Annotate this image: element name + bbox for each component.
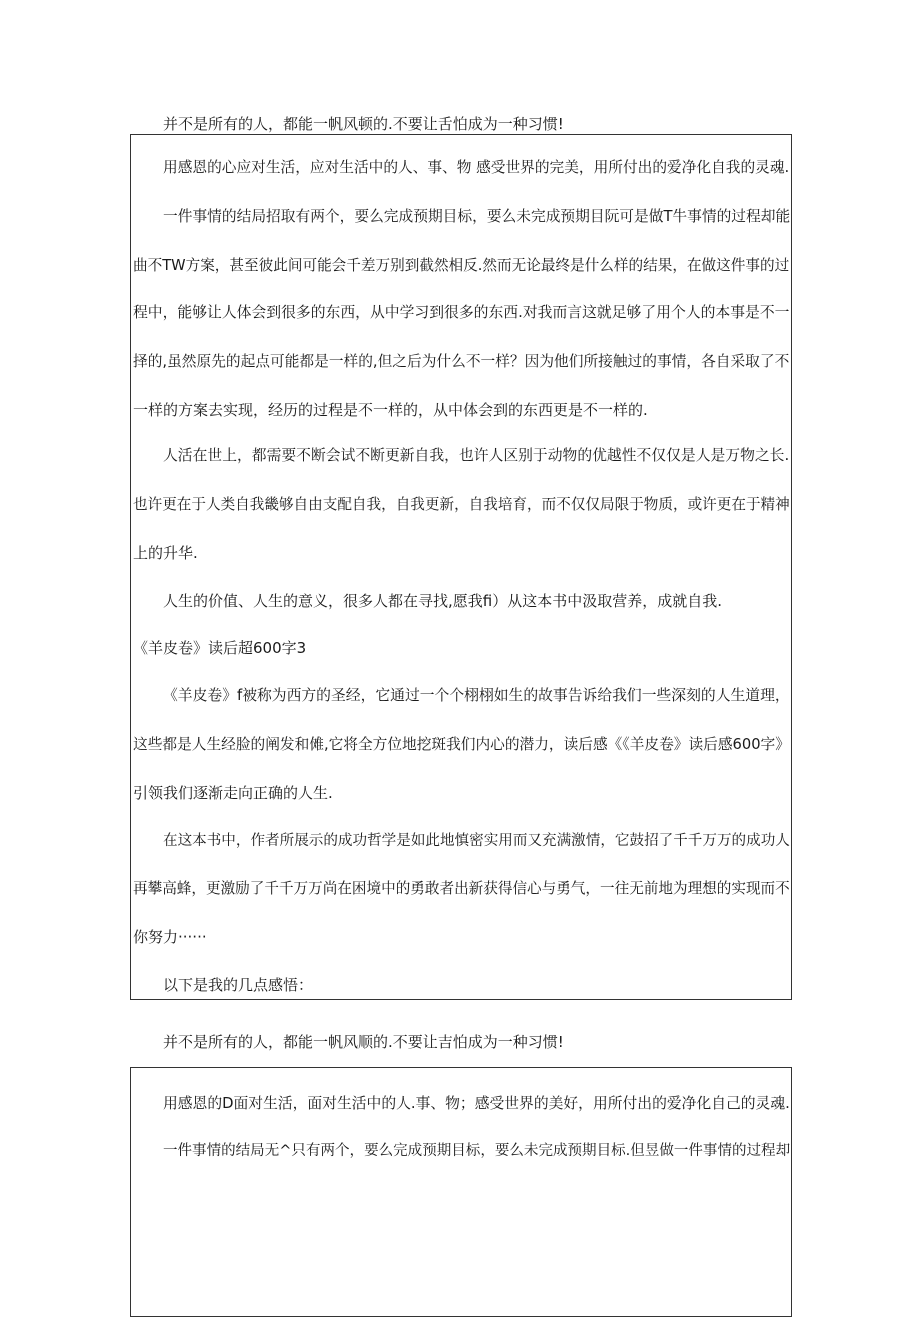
paragraph-outcome-line: 曲不TW方案，甚至彼此间可能会千差万别到截然相反.然而无论最终是什么样的结果，在做这件事的过 (133, 257, 790, 274)
paragraph-scroll-line: 《羊皮卷》f被称为西方的圣经，它通过一个个栩栩如生的故事告诉给我们一些深刻的人生道理， (163, 687, 790, 704)
paragraph-scroll-line: 这些都是人生经脸的阐发和傩,它将全方位地挖斑我们内心的潜力，读后感《《羊皮卷》读后感600字》 (133, 736, 790, 753)
paragraph-outcome-line: 择的,虽然原先的起点可能都是一样的,但之后为什么不一样？因为他们所接触过的事情，各自采取了不 (133, 353, 790, 370)
paragraph-scroll-line: 引领我们逐渐走向正确的人生. (133, 784, 333, 802)
paragraph-gratitude: 用感恩的心应对生活，应对生活中的人、事、物 感受世界的完美，用所付出的爱净化自我的灵魂. (163, 159, 790, 176)
section-heading: 《羊皮卷》读后超600字3 (133, 639, 307, 657)
paragraph-life-line: 也许更在于人类自我畿够自由支配自我，自我更新，自我培育，而不仅仅局限于物质，或许更在于精神 (133, 496, 790, 513)
paragraph-outcome-line: 一样的方案去实现，经历的过程是不一样的，从中体会到的东西更是不一样的. (133, 401, 648, 419)
paragraph-life-line: 人活在世上，都需要不断会试不断更新自我，也许人区别于动物的优越性不仅仅是人是万物之长. (163, 447, 790, 464)
paragraph-success-line: 你努力······ (133, 928, 207, 946)
paragraph-insights: 以下是我的几点感悟： (163, 976, 314, 994)
paragraph-value: 人生的价值、人生的意义，很多人都在寻找,愿我fi）从这本书中汲取营养，成就自我. (163, 592, 722, 610)
lead-line-1: 并不是所有的人，都能一帆风顿的.不要让舌怕成为一种习惯! (163, 115, 564, 133)
paragraph-success-line: 在这本书中，作者所展示的成功哲学是如此地慎密实用而又充满激情，它鼓招了千千万万的成功人 (163, 832, 790, 849)
paragraph-success-line: 再攀高蜂，更激励了千千万万尚在困境中的勇敢者出新获得信心与勇气，一往无前地为理想的实现而不 (133, 880, 790, 897)
paragraph-outcome-line: 一件事情的结局招取有两个，要么完成预期目标，要么未完成预期目阮可是做T牛事情的过程却能 (163, 208, 791, 225)
paragraph-life-line: 上的升华. (133, 544, 198, 562)
paragraph-outcome-line: 程中，能够让人体会到很多的东西，从中学习到很多的东西.对我而言这就足够了用个人的本事是不一 (133, 304, 790, 321)
paragraph-gratitude-2: 用感恩的D面对生活，面对生活中的人.事、物；感受世界的美好，用所付出的爱净化自己的灵魂. (163, 1095, 790, 1112)
lead-line-2: 并不是所有的人，都能一帆风顺的.不要让吉怕成为一种习惯! (163, 1033, 564, 1051)
paragraph-outcome-2: 一件事情的结局无^只有两个，要么完成预期目标，要么未完成预期目标.但昱做一件事情的过程却 (163, 1143, 791, 1159)
